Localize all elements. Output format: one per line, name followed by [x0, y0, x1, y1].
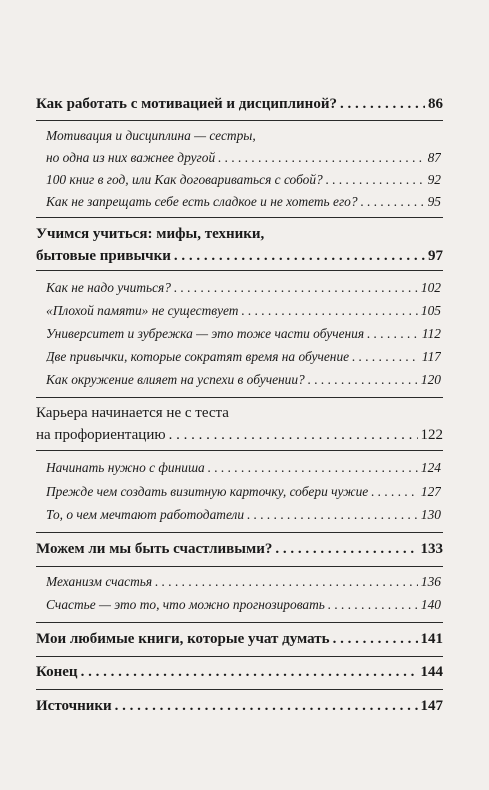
toc-chapter-career-cont[interactable]: [36, 427, 443, 444]
item-title: Механизм счастья: [46, 574, 153, 589]
toc-chapter-learning-cont[interactable]: [36, 248, 443, 265]
toc-item-how-not-to-learn[interactable]: [46, 280, 441, 296]
page-number: 136: [420, 574, 441, 589]
item-title-line2: но одна из них важнее другой: [46, 150, 216, 165]
item-title: Как не надо учиться?: [46, 280, 171, 295]
chapter-title: Как работать с мотивацией и дисциплиной?: [36, 96, 337, 112]
page-number: 147: [420, 698, 443, 714]
item-title-line1: Мотивация и дисциплина — сестры,: [46, 128, 256, 143]
page-number: 97: [428, 248, 443, 264]
chapter-title: Конец: [36, 664, 78, 680]
page-number: 92: [427, 172, 441, 187]
toc-chapter-motivation[interactable]: [36, 96, 443, 113]
divider: [36, 397, 443, 398]
toc-item-university[interactable]: [46, 326, 441, 342]
dot-leader: [367, 326, 419, 342]
toc-item-employers-dream[interactable]: [46, 507, 441, 523]
dot-leader: [169, 427, 418, 444]
item-title: Как не запрещать себе есть сладкое и не хотеть его?: [46, 194, 358, 209]
item-title: Прежде чем создать визитную карточку, собери чужие: [46, 484, 369, 499]
item-title: Университет и зубрежка — это тоже части обучения: [46, 326, 365, 341]
dot-leader: [208, 460, 418, 476]
chapter-title-line1: Карьера начинается не с теста: [36, 405, 229, 421]
toc-item-happiness-mechanism[interactable]: [46, 574, 441, 590]
toc-chapter-end[interactable]: [36, 664, 443, 681]
item-title: Две привычки, которые сократят время на обучение: [46, 349, 350, 364]
chapter-title: Можем ли мы быть счастливыми?: [36, 541, 273, 557]
divider: [36, 532, 443, 533]
toc-item-environment[interactable]: [46, 372, 441, 388]
divider: [36, 689, 443, 690]
dot-leader: [241, 303, 417, 319]
page-number: 95: [427, 194, 441, 209]
toc-item-business-card[interactable]: [46, 484, 441, 500]
dot-leader: [155, 574, 418, 590]
chapter-title-line2: бытовые привычки: [36, 248, 171, 264]
toc-item-start-from-finish[interactable]: [46, 460, 441, 476]
page-number: 87: [427, 150, 441, 165]
page-number: 122: [420, 427, 443, 443]
page-number: 102: [420, 280, 441, 295]
dot-leader: [333, 631, 418, 648]
item-title: 100 книг в год, или Как договариваться с собой?: [46, 172, 323, 187]
divider: [36, 217, 443, 218]
toc-chapter-sources[interactable]: [36, 698, 443, 715]
toc-item-two-habits[interactable]: [46, 349, 441, 365]
item-title: Как окружение влияет на успехи в обучении?: [46, 372, 305, 387]
dot-leader: [328, 597, 418, 613]
page-number: 120: [420, 372, 441, 387]
toc-chapter-career[interactable]: [36, 405, 229, 422]
page-number: 127: [420, 484, 441, 499]
toc-item-happiness-predict[interactable]: [46, 597, 441, 613]
page-number: 144: [420, 664, 443, 680]
page-number: 124: [420, 460, 441, 475]
item-title: То, о чем мечтают работодатели: [46, 507, 245, 522]
toc-item-motivation-discipline-cont[interactable]: [46, 150, 441, 166]
chapter-title: Источники: [36, 698, 112, 714]
toc-item-bad-memory[interactable]: [46, 303, 441, 319]
toc-chapter-favorite-books[interactable]: [36, 631, 443, 648]
page-number: 112: [421, 326, 441, 341]
toc-chapter-learning[interactable]: [36, 226, 264, 243]
divider: [36, 622, 443, 623]
dot-leader: [174, 248, 425, 265]
dot-leader: [115, 698, 418, 715]
toc-item-sweets[interactable]: [46, 194, 441, 210]
page-number: 141: [420, 631, 443, 647]
dot-leader: [308, 372, 418, 388]
page-number: 133: [420, 541, 443, 557]
dot-leader: [275, 541, 417, 558]
dot-leader: [371, 484, 418, 500]
divider: [36, 566, 443, 567]
chapter-title-line2: на профориентацию: [36, 427, 166, 443]
dot-leader: [81, 664, 418, 681]
dot-leader: [326, 172, 425, 188]
item-title: Начинать нужно с финиша: [46, 460, 205, 475]
item-title: «Плохой памяти» не существует: [46, 303, 239, 318]
dot-leader: [247, 507, 418, 523]
chapter-title-line1: Учимся учиться: мифы, техники,: [36, 226, 265, 242]
dot-leader: [361, 194, 425, 210]
toc-chapter-happiness[interactable]: [36, 541, 443, 558]
chapter-title: Мои любимые книги, которые учат думать: [36, 631, 330, 647]
toc-item-100-books[interactable]: [46, 172, 441, 188]
toc-item-motivation-discipline[interactable]: [46, 128, 256, 144]
page-number: 140: [420, 597, 441, 612]
divider: [36, 656, 443, 657]
divider: [36, 120, 443, 121]
dot-leader: [218, 150, 424, 166]
dot-leader: [352, 349, 419, 365]
page-number: 105: [420, 303, 441, 318]
dot-leader: [340, 96, 425, 113]
divider: [36, 450, 443, 451]
dot-leader: [174, 280, 418, 296]
divider: [36, 270, 443, 271]
page-number: 130: [420, 507, 441, 522]
page-number: 86: [428, 96, 443, 112]
item-title: Счастье — это то, что можно прогнозировать: [46, 597, 325, 612]
page-number: 117: [421, 349, 441, 364]
